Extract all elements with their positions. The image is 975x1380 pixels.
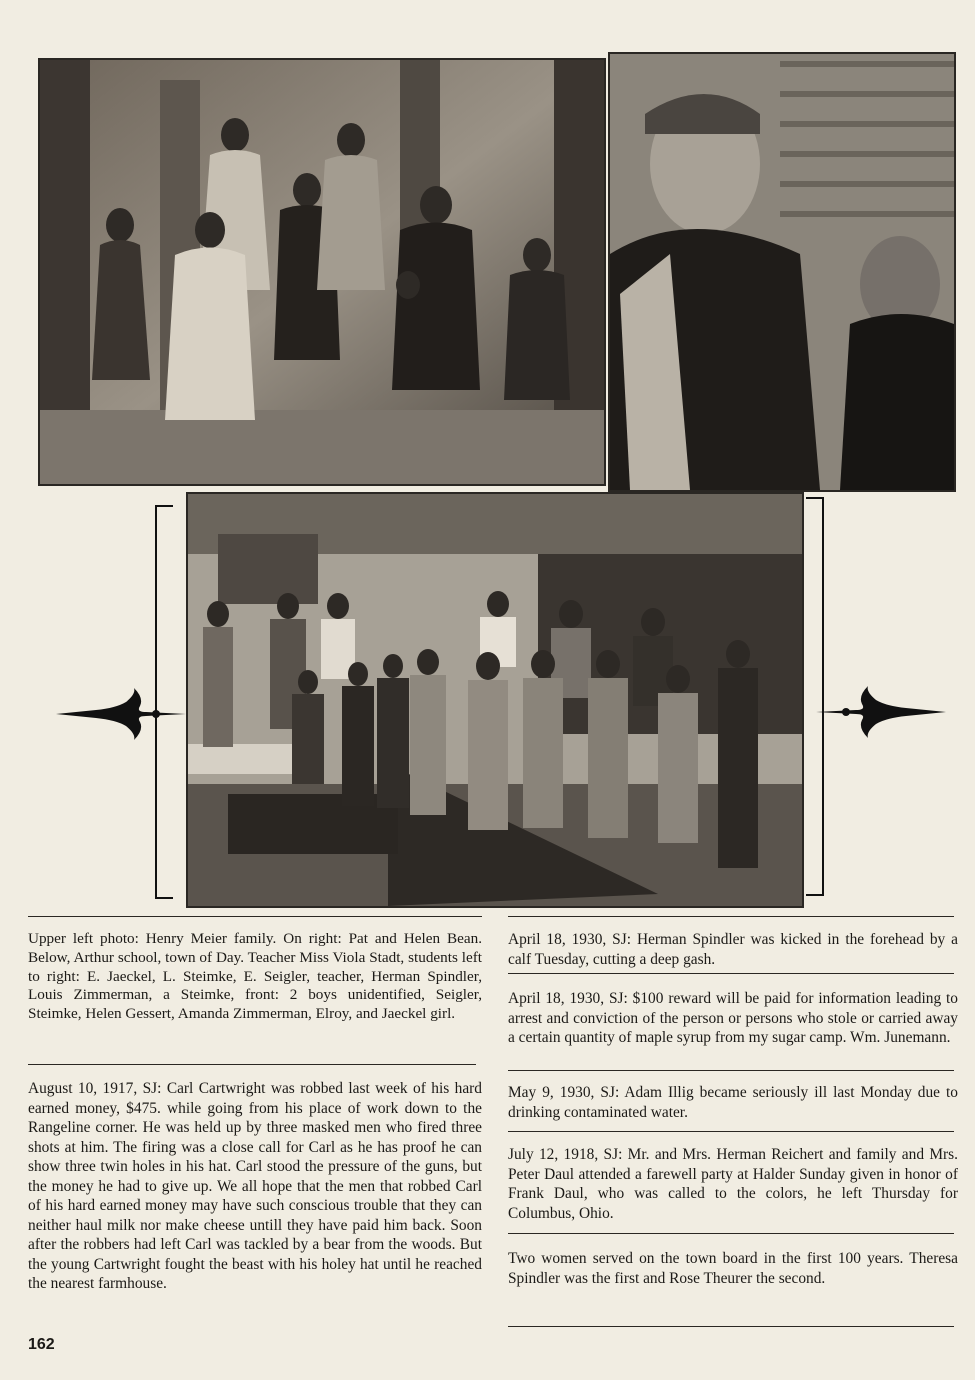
rule-bottom-right <box>508 1326 954 1327</box>
news-note: Two women served on the town board in the first 100 years. Theresa Spindler was the first and Rose Theurer the second. <box>508 1250 958 1287</box>
rule-top-left <box>28 916 482 917</box>
photo-caption: Upper left photo: Henry Meier family. On right: Pat and Helen Bean. Below, Arthur school, town of Day. Teacher Miss Viola Stadt, students left to right: E. Jaeckel, L. Steimke, E. Seigler, teacher, Herman Spindler, Louis Zimmerman, a Steimke, front: 2 boys unidentified, Seigler, Steimke, Helen Gessert, Amanda Zimmerman, Elroy, and Jaeckel girl. <box>28 930 482 1023</box>
rule-under-note-2 <box>508 1070 954 1071</box>
rule-under-caption <box>28 1064 476 1065</box>
news-note: April 18, 1930, SJ: $100 reward will be paid for information leading to arrest and conviction of the person or persons who stole or carried away a certain quantity of maple syrup from my sugar camp. Wm. Junemann. <box>508 990 958 1046</box>
family-portrait-photo <box>38 58 606 486</box>
rule-under-note-1 <box>508 973 954 974</box>
news-note: April 18, 1930, SJ: Herman Spindler was kicked in the forehead by a calf Tuesday, cutting a deep gash. <box>508 931 958 968</box>
rule-top-right <box>508 916 954 917</box>
news-note: May 9, 1930, SJ: Adam Illig became seriously ill last Monday due to drinking contaminated water. <box>508 1084 958 1121</box>
left-flourish-ornament <box>56 688 186 740</box>
school-class-photo <box>186 492 804 908</box>
rule-under-note-4 <box>508 1233 954 1234</box>
right-flourish-ornament <box>816 686 946 738</box>
cartwright-robbery-article: August 10, 1917, SJ: Carl Cartwright was robbed last week of his hard earned money, $475. while going from his place of work down to the Rangeline corner. He was held up by three masked men who fired three shots at him. The firing was a close call for Carl as he has proof he can show three twin holes in his hat. Carl stood the pressure of the guns, but the money he had to give up. We all hope that the men that robbed Carl of his hard earned money may have such conscious trouble that they can neither haul milk nor make cheese untill they have paid him back. Soon after the robbers had left Carl was tackled by a bear from the woods. But the young Cartwright fought the beast with his holey hat until he reached the nearest farmhouse. <box>28 1080 482 1292</box>
page-number: 162 <box>28 1336 55 1353</box>
couple-portrait-photo <box>608 52 956 492</box>
news-note: July 12, 1918, SJ: Mr. and Mrs. Herman Reichert and family and Mrs. Peter Daul attended a farewell party at Halder Sunday given in honor of Frank Daul, who was called to the colors, he left Thursday for Columbus, Ohio. <box>508 1146 958 1222</box>
rule-under-note-3 <box>508 1131 954 1132</box>
